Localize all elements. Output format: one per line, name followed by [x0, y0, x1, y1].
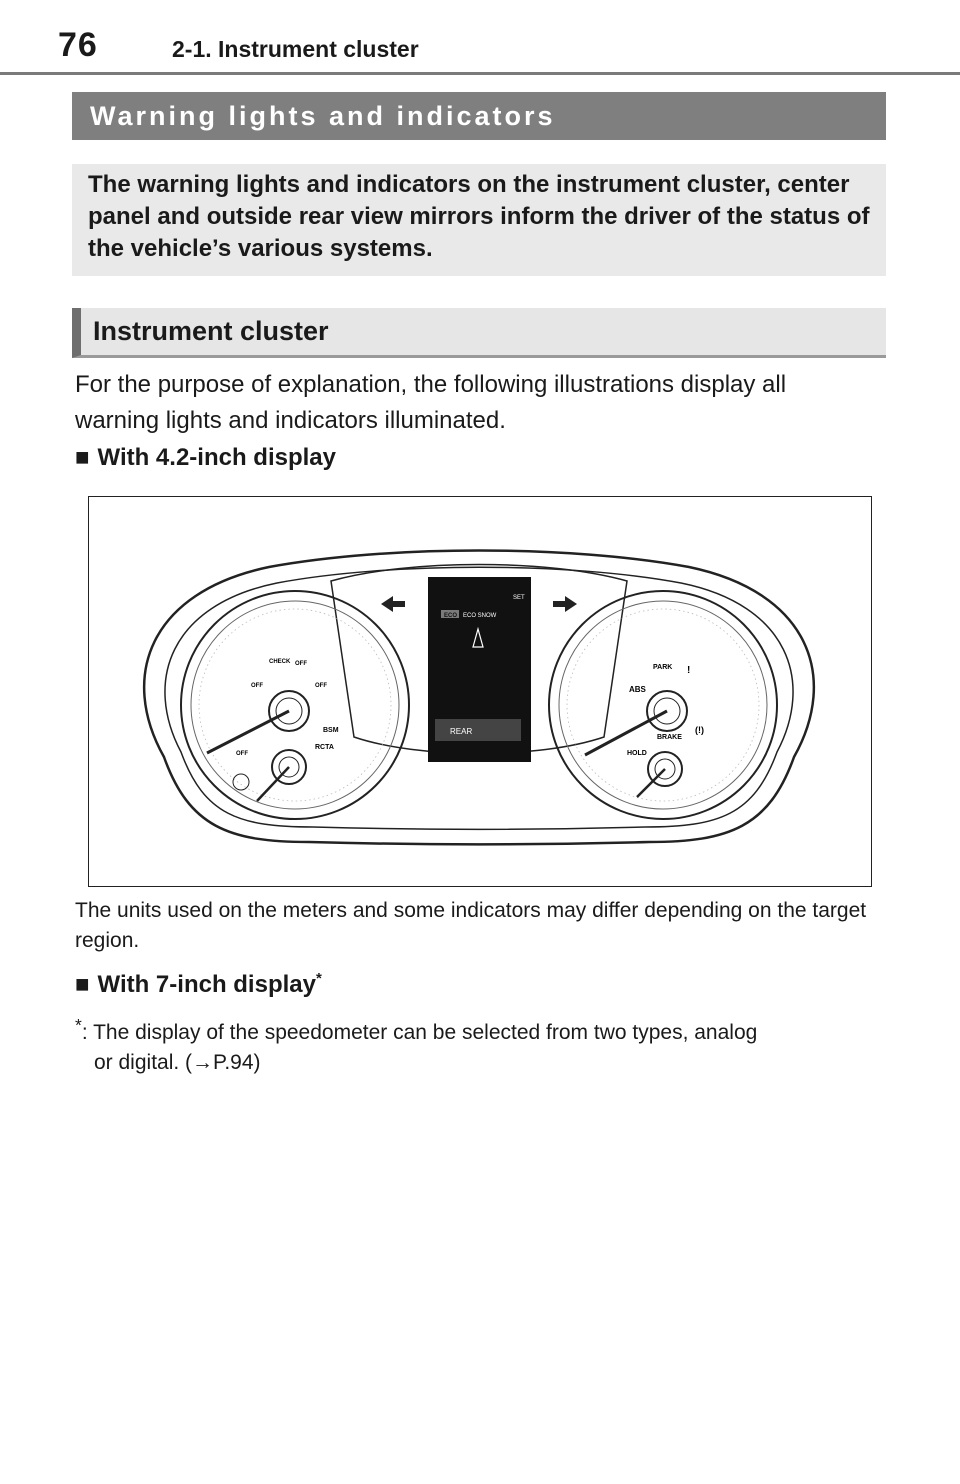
park-label: PARK: [653, 664, 673, 671]
footnote-line-2: [75, 1048, 875, 1078]
footnote-line-2-prefix: or digital. (: [94, 1051, 193, 1074]
square-bullet-icon: ■: [75, 444, 90, 471]
rcta-label: RCTA: [315, 744, 334, 751]
instrument-cluster-figure: [88, 496, 872, 887]
intro-box: The warning lights and indicators on the instrument cluster, center panel and outside rear view mirrors inform the driver of the status of the vehicle’s various systems.: [72, 164, 886, 276]
warning-exclamation: !: [687, 665, 691, 676]
left-gauge: [181, 591, 409, 819]
header-rule: [0, 72, 960, 75]
center-display: [428, 577, 531, 762]
right-gauge: [549, 591, 777, 819]
page-reference-link[interactable]: P.94: [213, 1051, 254, 1074]
heading-7-inch-text: With 7-inch display: [97, 971, 316, 998]
section-title: Warning lights and indicators: [72, 92, 886, 140]
footnote-line-1: : The display of the speedometer can be selected from two types, analog: [81, 1021, 758, 1044]
off-label-1: OFF: [295, 661, 307, 667]
rear-label: REAR: [450, 727, 473, 736]
check-label: CHECK: [269, 659, 291, 665]
off-label-3: OFF: [315, 683, 327, 689]
abs-label: ABS: [629, 685, 646, 694]
heading-4-2-inch-text: With 4.2-inch display: [97, 444, 336, 471]
bsm-label: BSM: [323, 727, 339, 734]
hold-label: HOLD: [627, 750, 647, 757]
set-label: SET: [513, 595, 525, 601]
turn-right-arrow-icon: [553, 596, 577, 612]
footnote-line-2-suffix: ): [253, 1051, 261, 1074]
brake-label: BRAKE: [657, 734, 682, 741]
page-number: 76: [58, 26, 98, 64]
body-paragraph: For the purpose of explanation, the following illustrations display all warning lights and indicators illuminated.: [75, 371, 787, 434]
off-label-4: OFF: [236, 751, 248, 757]
square-bullet-icon: ■: [75, 971, 90, 998]
heading-4-2-inch: [75, 444, 336, 472]
heading-7-inch: [75, 970, 322, 999]
subsection-title: Instrument cluster: [72, 308, 886, 358]
figure-caption: The units used on the meters and some indicators may differ depending on the target region.: [75, 899, 867, 952]
off-label-2: OFF: [251, 683, 263, 689]
arrow-icon: →: [192, 1051, 214, 1074]
eco-snow-label: ECO SNOW: [463, 613, 497, 619]
running-head: 2-1. Instrument cluster: [172, 36, 419, 62]
turn-left-arrow-icon: [381, 596, 405, 612]
tire-pressure-label: (!): [695, 725, 704, 735]
instrument-cluster-illustration: [89, 497, 870, 885]
asterisk-marker: *: [315, 970, 322, 987]
footnote-marker: *: [75, 1015, 82, 1035]
footnote: [75, 1010, 875, 1078]
eco-badge: ECO: [444, 613, 458, 619]
